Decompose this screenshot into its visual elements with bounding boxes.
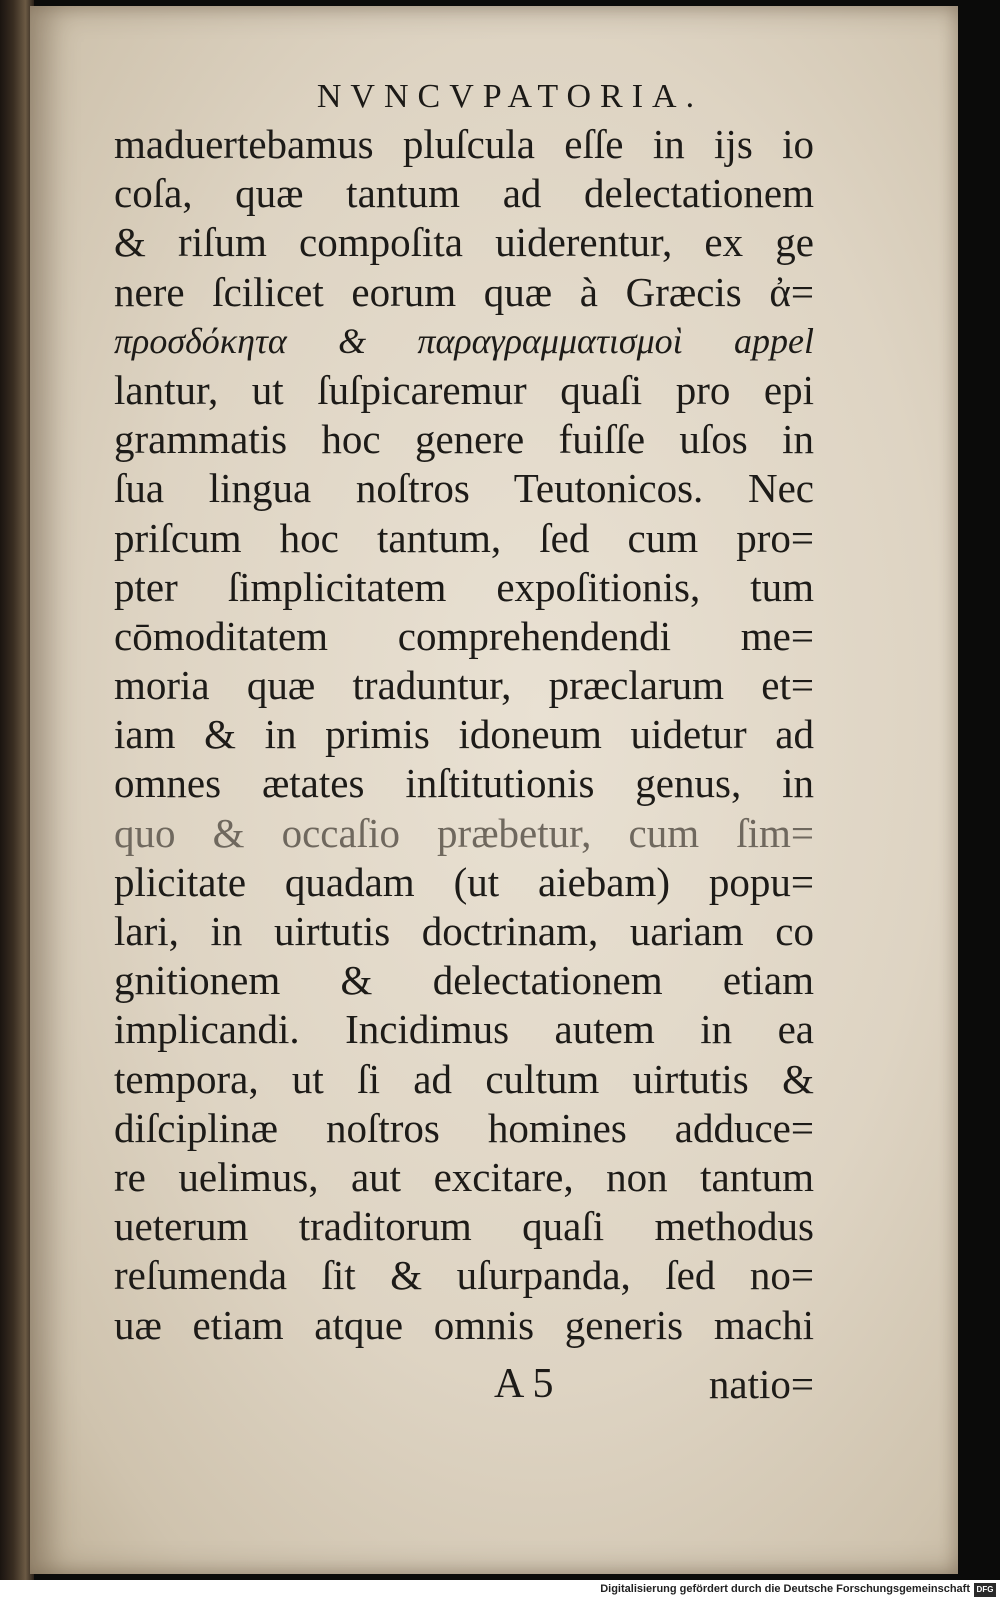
text-line-18: gnitionem & delectationem etiam	[114, 957, 814, 1004]
text-line-13: iam & in primis idoneum uidetur ad	[114, 711, 814, 758]
text-line-4: nere ſcilicet eorum quæ à Græcis ἀ=	[114, 268, 814, 315]
text-line-19: implicandi. Incidimus autem in ea	[114, 1006, 814, 1053]
text-line-20: tempora, ut ſi ad cultum uirtutis &	[114, 1055, 814, 1102]
text-line-9: priſcum hoc tantum, ſed cum pro=	[114, 514, 814, 561]
text-line-16: plicitate quadam (ut aiebam) popu=	[114, 858, 814, 905]
book-spine	[0, 0, 34, 1580]
text-line-5: προσδόκητα & παραγραμματισμοὶ appel	[114, 320, 814, 361]
digitization-footer	[0, 1580, 1000, 1603]
text-block	[114, 120, 814, 1350]
text-line-25: uæ etiam atque omnis generis machi	[114, 1301, 814, 1348]
text-line-3: & riſum compoſita uiderentur, ex ge	[114, 219, 814, 266]
text-line-1: maduertebamus pluſcula eſſe in ijs io	[114, 121, 814, 167]
text-line-6: lantur, ut ſuſpicaremur quaſi pro epi	[114, 366, 814, 413]
text-line-17: lari, in uirtutis doctrinam, uariam co	[114, 908, 814, 954]
text-line-22: re uelimus, aut excitare, non tantum	[114, 1153, 814, 1200]
text-line-8: ſua lingua noſtros Teutonicos. Nec	[114, 465, 814, 512]
text-line-2: coſa, quæ tantum ad delectationem	[114, 170, 814, 217]
dfg-logo-icon: DFG	[974, 1583, 996, 1597]
text-line-11: cōmoditatem comprehendendi me=	[114, 612, 814, 659]
catchword: natio=	[708, 1361, 814, 1407]
running-head: NVNCVPATORIA.	[316, 78, 704, 115]
text-line-23: ueterum traditorum quaſi methodus	[114, 1203, 814, 1250]
funding-credit: Digitalisierung gefördert durch die Deutsche Forschungsgemeinschaft	[600, 1583, 970, 1595]
text-line-24: reſumenda ſit & uſurpanda, ſed no=	[114, 1252, 814, 1299]
text-line-7: grammatis hoc genere fuiſſe uſos in	[114, 416, 814, 463]
text-line-10: pter ſimplicitatem expoſitionis, tum	[114, 563, 814, 610]
text-line-21: diſciplinæ noſtros homines adduce=	[114, 1104, 814, 1151]
text-line-14: omnes ætates inſtitutionis genus, in	[114, 760, 814, 807]
text-line-12: moria quæ traduntur, præclarum et=	[114, 662, 814, 709]
page-footer-line	[114, 1360, 814, 1410]
text-line-15: quo & occaſio præbetur, cum ſim=	[114, 809, 814, 856]
signature-mark: A 5	[494, 1361, 554, 1407]
